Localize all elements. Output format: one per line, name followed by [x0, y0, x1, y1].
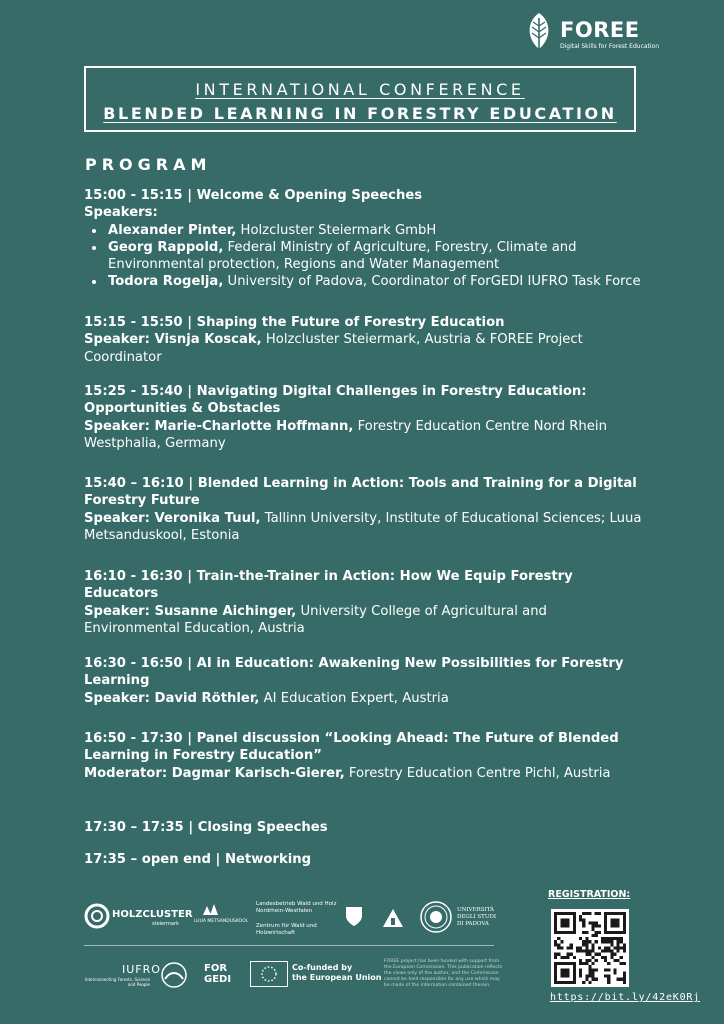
forgedi-logo: FOR GEDI [204, 963, 232, 985]
leaf-icon [524, 12, 554, 54]
session-speaker: Speaker: David Röthler, AI Education Expert, Austria [84, 690, 449, 706]
session-ai-education [84, 655, 644, 707]
registration-link[interactable]: https://bit.ly/42eK0Rj [550, 992, 701, 1003]
tree-icon [200, 903, 222, 917]
session-speaker: Speaker: Visnja Koscak, Holzcluster Steiermark, Austria & FOREE Project Coordinator [84, 332, 583, 365]
coat-of-arms-icon [344, 905, 364, 927]
session-panel [84, 730, 644, 782]
registration-block [548, 889, 701, 1003]
session-networking [84, 851, 644, 868]
session-speaker: Speaker: Marie-Charlotte Hoffmann, Forestry Education Centre Nord Rhein Westphalia, Germany [84, 418, 607, 451]
registration-qr-code[interactable] [551, 909, 629, 987]
wald-und-holz-logo: Landesbetrieb Wald und Holz Nordrhein-Westfalen Zentrum für Wald und Holzwirtschaft [256, 901, 337, 936]
forestry-school-icon [380, 907, 406, 929]
title-box [84, 66, 636, 132]
session-moderator: Moderator: Dagmar Karisch-Gierer, Forestry Education Centre Pichl, Austria [84, 765, 611, 781]
speaker-list [84, 222, 644, 291]
partner-logos: HOLZCLUSTER steiermark LUUA METSANDUSKOOL Landesbetrieb Wald und Holz Nordrhein-Westfalen Zentrum für Wald und Holzwirtschaft UNIVERSITÀ DEGLI STUDI DI PADOVA IUFRO Interconnecting Forests, Science and People FOR GEDI Co-funded by the European Union FOREE project has been funded with support from the European Commission. This publication reflects the views only of the author, and the Commission cannot be held responsible for any use which may be made of the information contained therein. [84, 895, 504, 1015]
university-seal-icon [420, 901, 452, 933]
session-heading: 16:30 - 16:50 | AI in Education: Awakening New Possibilities for Forestry Learning [84, 656, 624, 689]
session-heading: 16:50 - 17:30 | Panel discussion “Looking Ahead: The Future of Blended Learning in Forestry Education” [84, 731, 619, 764]
session-heading: 15:25 - 15:40 | Navigating Digital Challenges in Forestry Education: Opportunities & Obstacles [84, 384, 587, 417]
speaker-item: • Georg Rappold, Federal Ministry of Agriculture, Forestry, Climate and Environmental protection, Regions and Water Management [106, 239, 644, 274]
holzcluster-icon [84, 903, 110, 929]
session-speaker: Speaker: Veronika Tuul, Tallinn University, Institute of Educational Sciences; Luua Metsanduskool, Estonia [84, 510, 642, 543]
session-closing [84, 819, 644, 836]
speakers-label: Speakers: [84, 205, 158, 221]
session-train-the-trainer [84, 568, 644, 637]
conference-label: INTERNATIONAL CONFERENCE [195, 80, 525, 99]
registration-label: REGISTRATION: [548, 889, 631, 900]
session-heading: 15:15 - 15:50 | Shaping the Future of Forestry Education [84, 315, 505, 330]
session-speaker: Speaker: Susanne Aichinger, University College of Agricultural and Environmental Education, Austria [84, 603, 547, 636]
session-heading: 16:10 - 16:30 | Train-the-Trainer in Action: How We Equip Forestry Educators [84, 569, 573, 602]
session-digital-challenges [84, 383, 644, 452]
program-heading: PROGRAM [85, 155, 212, 174]
logo-tagline: Digital Skills for Forest Education [560, 43, 660, 50]
session-heading: 17:30 – 17:35 | Closing Speeches [84, 820, 328, 835]
session-shaping-future [84, 314, 644, 366]
eu-flag-icon [250, 961, 288, 987]
session-heading: 15:40 – 16:10 | Blended Learning in Action: Tools and Training for a Digital Forestry Future [84, 476, 637, 509]
session-heading: 15:00 - 15:15 | Welcome & Opening Speeches [84, 188, 423, 203]
speaker-item: • Todora Rogelja, University of Padova, Coordinator of ForGEDI IUFRO Task Force [106, 273, 644, 290]
conference-title: BLENDED LEARNING IN FORESTRY EDUCATION [103, 104, 617, 123]
session-blended-action [84, 475, 644, 544]
foree-logo [524, 12, 660, 56]
speaker-item: • Alexander Pinter, Holzcluster Steiermark GmbH [106, 222, 644, 239]
logo-name: FOREE [560, 18, 640, 42]
session-heading: 17:35 – open end | Networking [84, 852, 312, 867]
partner-divider [84, 945, 494, 946]
iufro-emblem-icon [160, 961, 188, 989]
funding-disclaimer: FOREE project has been funded with support from the European Commission. This publication reflects the views only of the author, and the Commission cannot be held responsible for any use which may be made of the information contained therein. [384, 959, 503, 988]
session-welcome [84, 187, 644, 291]
